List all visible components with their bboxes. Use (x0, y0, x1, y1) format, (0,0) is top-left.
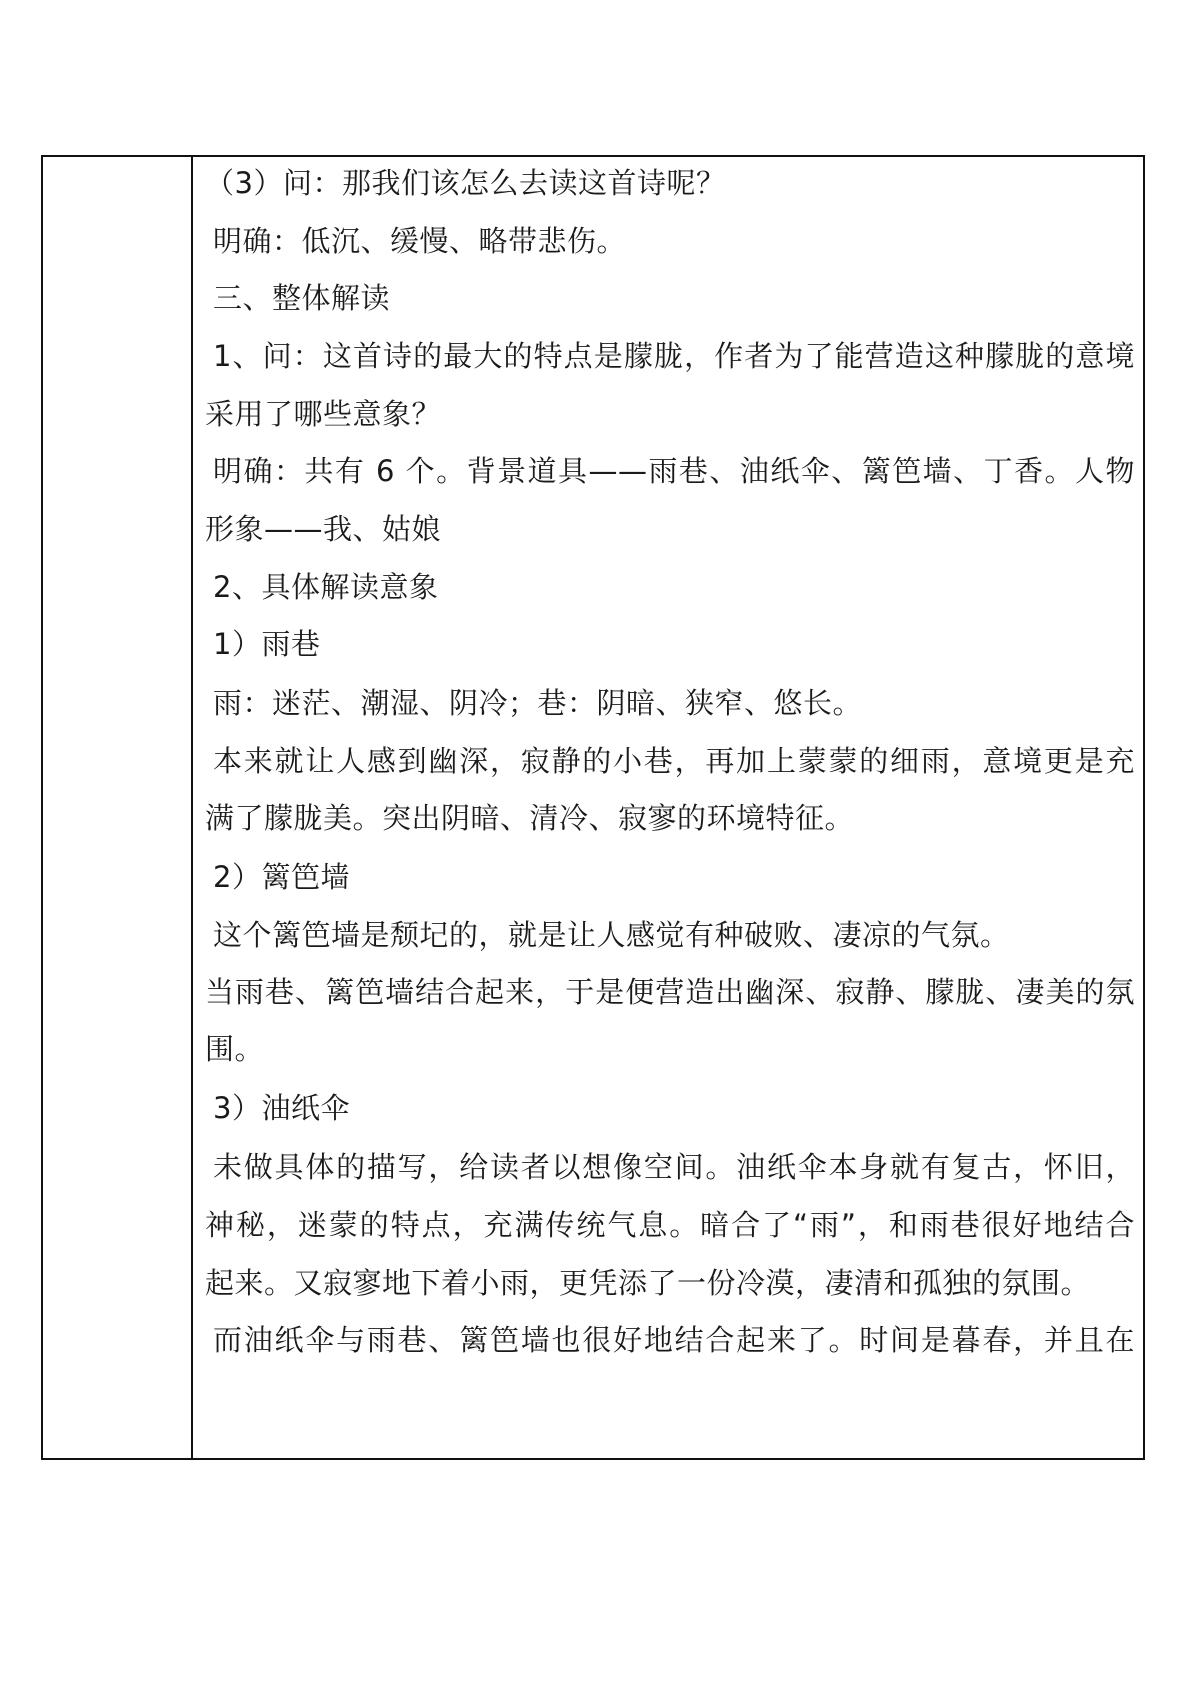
table-left-cell (43, 157, 191, 1458)
text-line: 当雨巷、篱笆墙结合起来，于是便营造出幽深、寂静、朦胧、凄美的氛 (205, 975, 1135, 1009)
subsection-heading: 1）雨巷 (213, 627, 321, 661)
subsection-heading: 3）油纸伞 (213, 1091, 350, 1125)
subsection-heading: 2）篱笆墙 (213, 860, 350, 894)
section-heading: 三、整体解读 (213, 281, 391, 315)
text-line: 雨：迷茫、潮湿、阴冷；巷：阴暗、狭窄、悠长。 (213, 686, 863, 720)
text-line: 采用了哪些意象？ (205, 397, 442, 431)
text-line: 神秘，迷蒙的特点，充满传统气息。暗合了“雨”，和雨巷很好地结合 (205, 1208, 1135, 1242)
text-line: 未做具体的描写，给读者以想像空间。油纸伞本身就有复古，怀旧， (213, 1150, 1135, 1184)
text-line: 围。 (205, 1032, 265, 1066)
text-line: 1、问：这首诗的最大的特点是朦胧，作者为了能营造这种朦胧的意境 (213, 339, 1135, 373)
text-line: 明确：共有 6 个。背景道具——雨巷、油纸伞、篱笆墙、丁香。人物 (213, 454, 1135, 488)
text-line: 满了朦胧美。突出阴暗、清冷、寂寥的环境特征。 (205, 801, 855, 835)
text-line: （3）问：那我们该怎么去读这首诗呢？ (205, 166, 726, 200)
text-line: 起来。又寂寥地下着小雨，更凭添了一份冷漠，凄清和孤独的氛围。 (205, 1266, 1091, 1300)
text-line: 而油纸伞与雨巷、篱笆墙也很好地结合起来了。时间是暮春，并且在 (213, 1323, 1135, 1357)
column-divider (191, 157, 193, 1458)
text-line: 明确：低沉、缓慢、略带悲伤。 (213, 224, 627, 258)
text-line: 形象——我、姑娘 (205, 512, 442, 546)
subsection-heading: 2、具体解读意象 (213, 570, 439, 604)
text-line: 本来就让人感到幽深，寂静的小巷，再加上蒙蒙的细雨，意境更是充 (213, 744, 1135, 778)
text-line: 这个篱笆墙是颓圮的，就是让人感觉有种破败、凄凉的气氛。 (213, 918, 1010, 952)
lesson-table (41, 155, 1145, 1460)
